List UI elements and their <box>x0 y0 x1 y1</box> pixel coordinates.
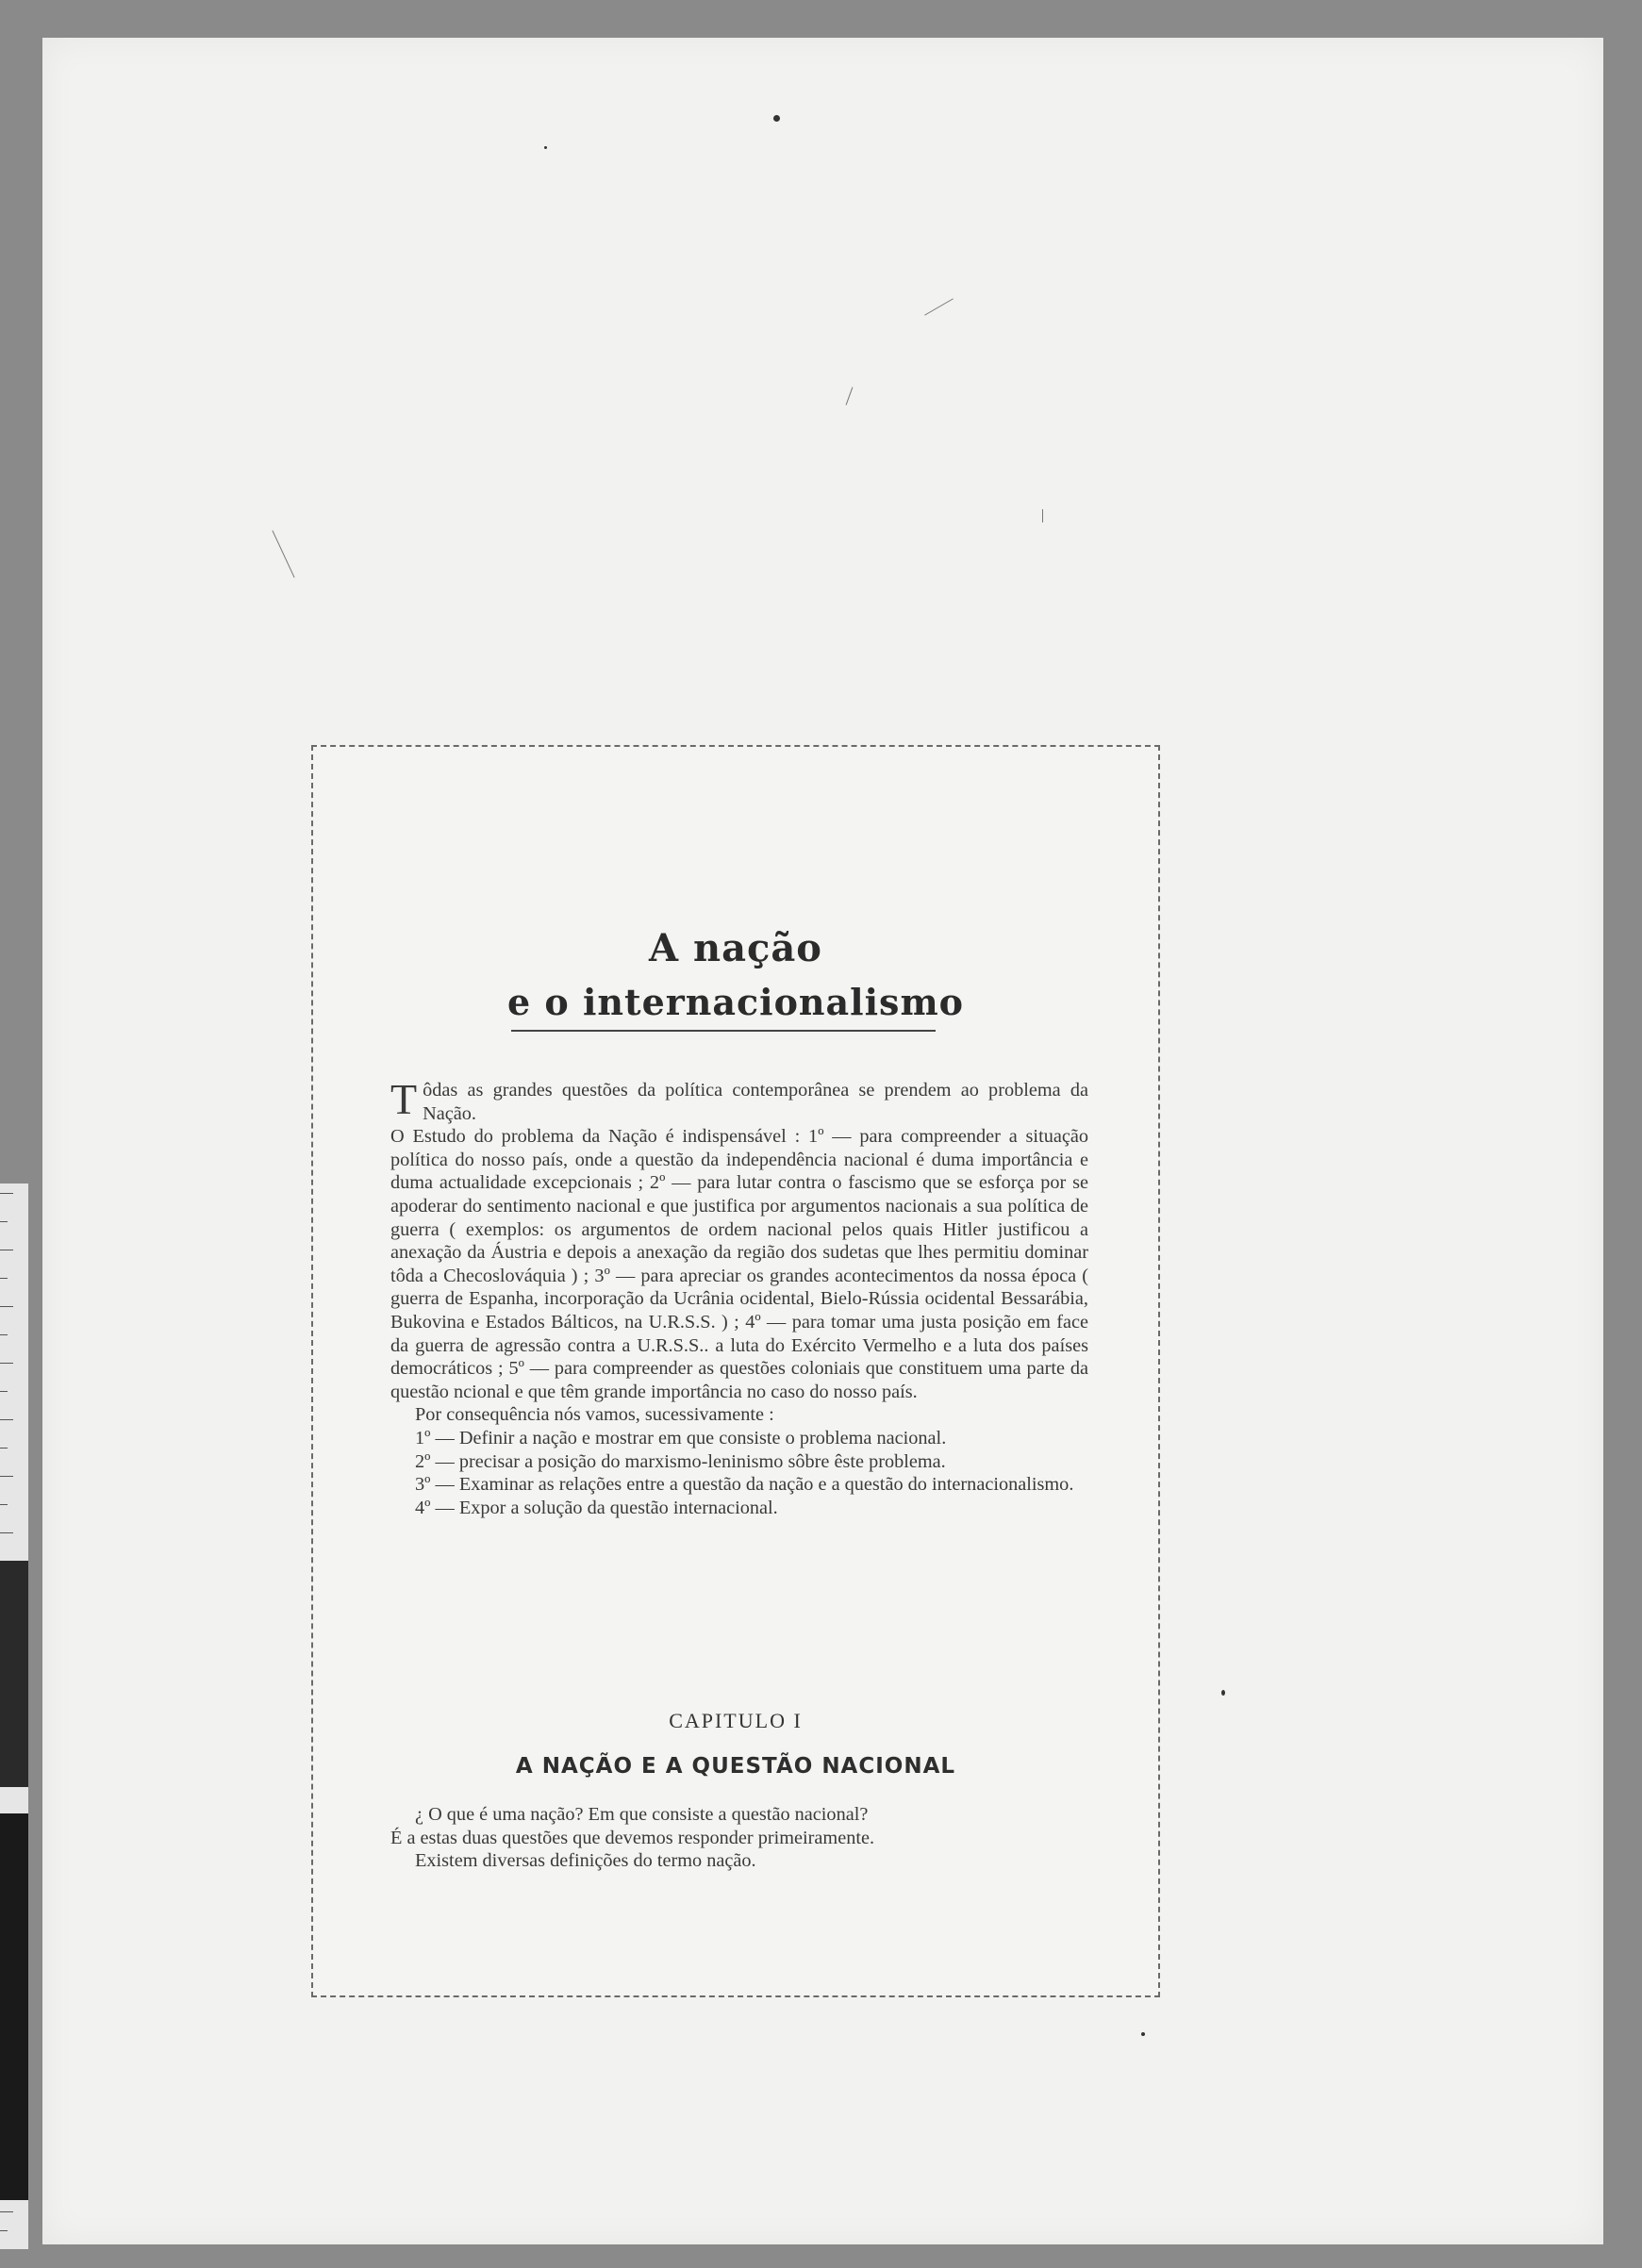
chapter-heading: CAPITULO I <box>669 1709 803 1732</box>
ruler-tick <box>0 1363 13 1364</box>
ruler-tick <box>0 1221 8 1222</box>
ruler-tick <box>0 1419 13 1420</box>
drop-cap: T <box>390 1075 418 1123</box>
ruler-tick <box>0 2230 8 2231</box>
list-item: 3º — Examinar as relações entre a questão da nação e a questão do internacionalismo. <box>415 1474 1074 1496</box>
ruler-tick <box>0 1334 8 1335</box>
scratch <box>272 530 294 577</box>
intro-paragraph <box>390 1075 1088 1125</box>
ruler-tick <box>0 1306 13 1307</box>
ruler-tick <box>0 1391 8 1392</box>
ruler-tick <box>0 1448 8 1449</box>
ruler-tick <box>0 1476 13 1477</box>
chapter-title: A NAÇÃO E A QUESTÃO NACIONAL <box>515 1754 956 1779</box>
ruler-tick <box>0 1532 13 1533</box>
speck <box>544 146 547 149</box>
list-item: 1º — Definir a nação e mostrar em que consiste o problema nacional. <box>415 1427 947 1449</box>
scratch <box>924 298 954 315</box>
leaflet-body <box>390 1075 1088 1519</box>
ruler-tick <box>0 1278 8 1279</box>
ruler-tick <box>0 1504 8 1505</box>
scratch <box>846 387 854 405</box>
ruler-black-band <box>0 1813 28 2200</box>
ruler-tick <box>0 1193 13 1194</box>
speck <box>1141 2032 1145 2036</box>
color-scale-ruler <box>0 1184 28 2249</box>
closing-line: ¿ O que é uma nação? Em que consiste a questão nacional? <box>415 1804 869 1825</box>
leaflet-title-line1: A nação <box>649 926 822 970</box>
list-item: 2º — precisar a posição do marxismo-leninismo sôbre êste problema. <box>415 1450 946 1472</box>
ruler-tick <box>0 2211 13 2212</box>
scratch <box>1042 509 1043 522</box>
closing-line: É a estas duas questões que devemos responder primeiramente. <box>390 1827 875 1848</box>
pasted-leaflet <box>311 745 1160 1997</box>
closing-line: Existem diversas definições do termo nação. <box>415 1850 756 1872</box>
leaflet-title-line2: e o internacionalismo <box>506 981 965 1023</box>
closing-text <box>390 1803 1088 1873</box>
ruler-dark-band <box>0 1561 28 1787</box>
list-item: 4º — Expor a solução da questão internacional. <box>415 1497 778 1518</box>
speck <box>1221 1690 1225 1696</box>
intro-text: ôdas as grandes questões da política contemporânea se prendem ao problema da Nação. <box>423 1080 1088 1124</box>
title-underline <box>511 1030 936 1032</box>
paragraph-1: O Estudo do problema da Nação é indispensável : 1º — para compreender a situação política do nosso país, onde a questão da independência nacional é duma importância e duma actualidade excepcionais ; 2º — para lutar contra o fascismo que se esforça por se apoderar do sentimento nacional e que justifica por argumentos nacionais a sua política de guerra ( exemplos: os argumentos de ordem nacional pelos quais Hitler justificou a anexação da Áustria e depois a anexação da região dos sudetas que lhes permitiu dominar tôda a Checoslováquia ) ; 3º — para apreciar os grandes acontecimentos da nossa época ( guerra de Espanha, incorporação da Ucrânia ocidental, Bielo-Rússia ocidental Bessarábia, Bukovina e Estados Bálticos, na U.R.S.S. ) ; 4º — para tomar uma justa posição em face da guerra de agressão contra a U.R.S.S.. a luta do Exército Vermelho e a luta dos países democráticos ; 5º — para compreender as questões coloniais que constituem uma parte da questão ncional e que têm grande importância no caso do nosso país. <box>390 1126 1088 1402</box>
consequence-line: Por consequência nós vamos, sucessivamente : <box>415 1404 774 1426</box>
speck <box>773 115 780 122</box>
